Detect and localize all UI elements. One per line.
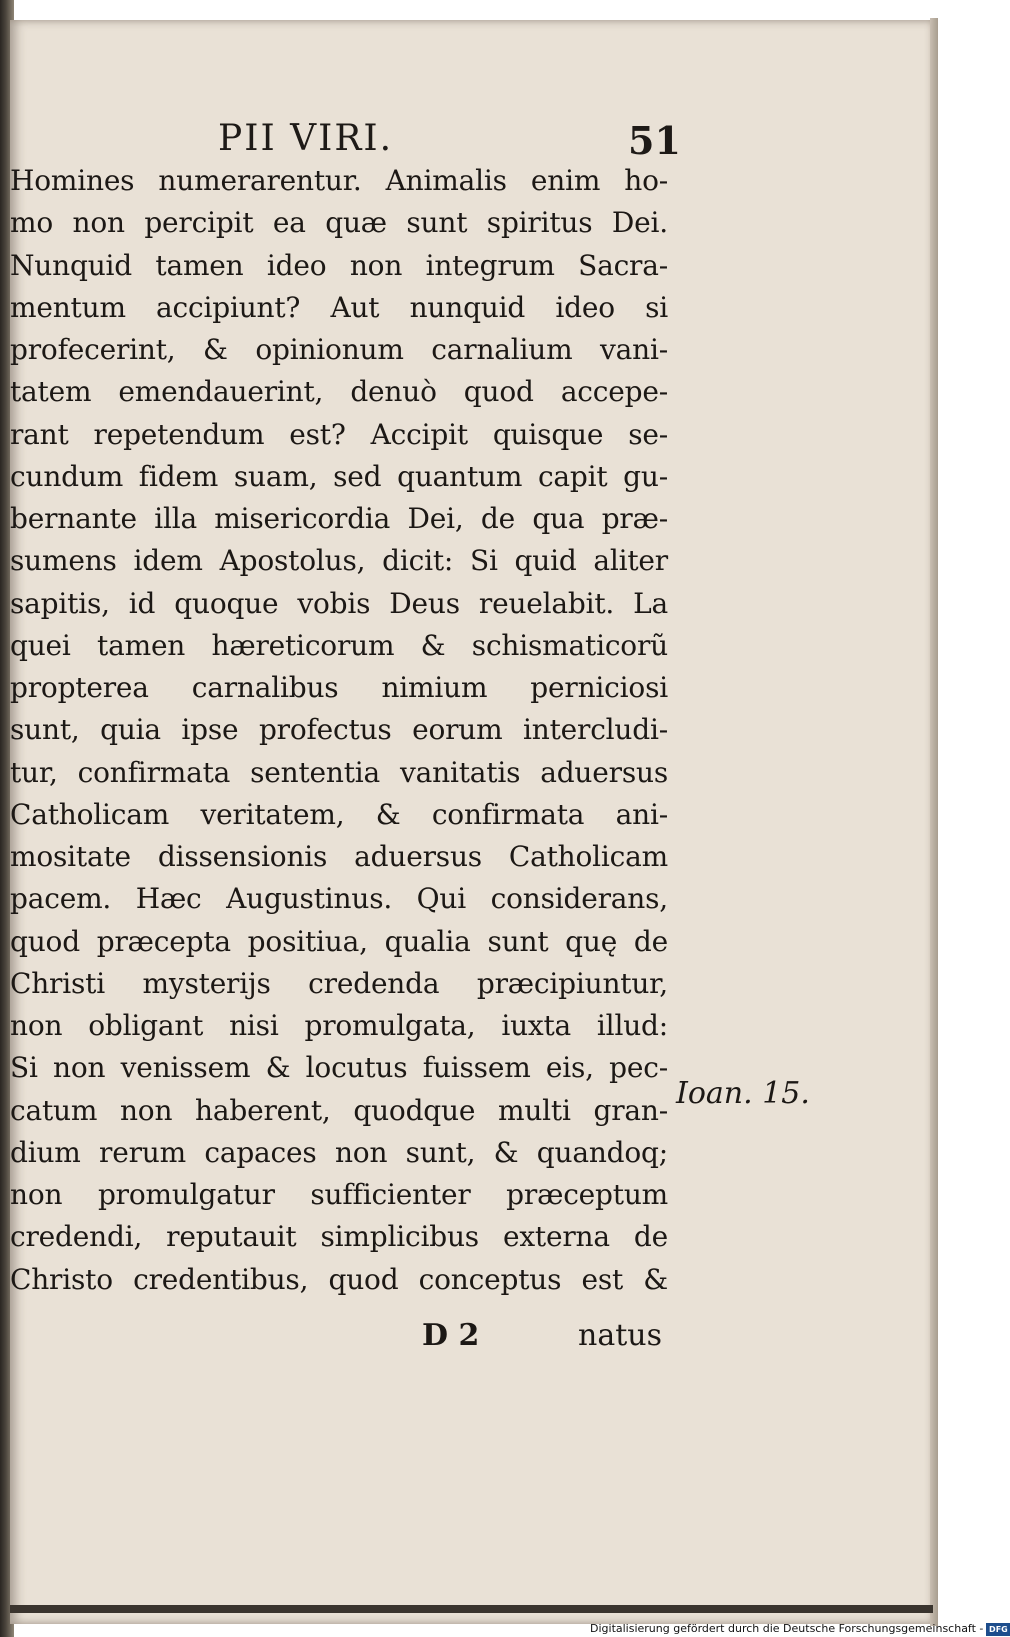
text-line: Si non venissem & locutus fuissem eis, pec- — [10, 1051, 668, 1085]
page-number: 51 — [628, 118, 681, 163]
text-line: Christi mysterijs credenda præcipiuntur, — [10, 966, 668, 1000]
digitization-credit — [590, 1620, 1008, 1637]
text-line: Nunquid tamen ideo non integrum Sacra- — [10, 248, 668, 282]
text-line: cundum fidem suam, sed quantum capit gu- — [10, 459, 668, 493]
catchword: natus — [578, 1318, 662, 1353]
text-line: rant repetendum est? Accipit quisque se- — [10, 417, 668, 451]
credit-text: Digitalisierung gefördert durch die Deutsche Forschungsgemeinschaft - — [590, 1622, 984, 1635]
text-line: tatem emendauerint, denuò quod accepe- — [10, 375, 668, 409]
text-line: Homines numerarentur. Animalis enim ho- — [10, 164, 668, 197]
page-footer — [0, 1318, 1000, 1362]
text-line: sunt, quia ipse profectus eorum intercludi- — [10, 713, 668, 747]
text-line: credendi, reputauit simplicibus externa de — [10, 1220, 668, 1254]
dfg-logo-icon: DFG — [986, 1623, 1010, 1636]
text-line: dium rerum capaces non sunt, & quandoq; — [10, 1135, 668, 1169]
text-line: quod præcepta positiua, qualia sunt quę de — [10, 924, 668, 958]
bottom-binding-strip — [10, 1605, 933, 1613]
running-head: PII VIRI. — [218, 118, 394, 159]
margin-note: Ioan. 15. — [676, 1076, 810, 1111]
text-line: sapitis, id quoque vobis Deus reuelabit. La — [10, 586, 668, 620]
signature-mark: D 2 — [422, 1318, 480, 1353]
text-line: mositate dissensionis aduersus Catholicam — [10, 840, 668, 873]
text-line: propterea carnalibus nimium perniciosi — [10, 671, 668, 704]
text-line: pacem. Hæc Augustinus. Qui considerans, — [10, 882, 668, 916]
page-fore-edge — [930, 18, 938, 1626]
text-line: sumens idem Apostolus, dicit: Si quid aliter — [10, 544, 668, 578]
text-line: mentum accipiunt? Aut nunquid ideo si — [10, 290, 668, 324]
text-line: catum non haberent, quodque multi gran- — [10, 1093, 668, 1127]
text-line: Christo credentibus, quod conceptus est & — [10, 1262, 668, 1296]
text-line: profecerint, & opinionum carnalium vani- — [10, 333, 668, 366]
text-line: non promulgatur sufficienter præceptum — [10, 1178, 668, 1211]
text-line: mo non percipit ea quæ sunt spiritus Dei. — [10, 206, 668, 240]
text-line: tur, confirmata sententia vanitatis aduersus — [10, 755, 668, 789]
text-line: quei tamen hæreticorum & schismaticorũ — [10, 628, 668, 662]
text-line: Catholicam veritatem, & confirmata ani- — [10, 797, 668, 831]
body-text — [10, 160, 668, 1301]
text-line: bernante illa misericordia Dei, de qua præ- — [10, 502, 668, 535]
text-line: non obligant nisi promulgata, iuxta illud: — [10, 1009, 668, 1042]
